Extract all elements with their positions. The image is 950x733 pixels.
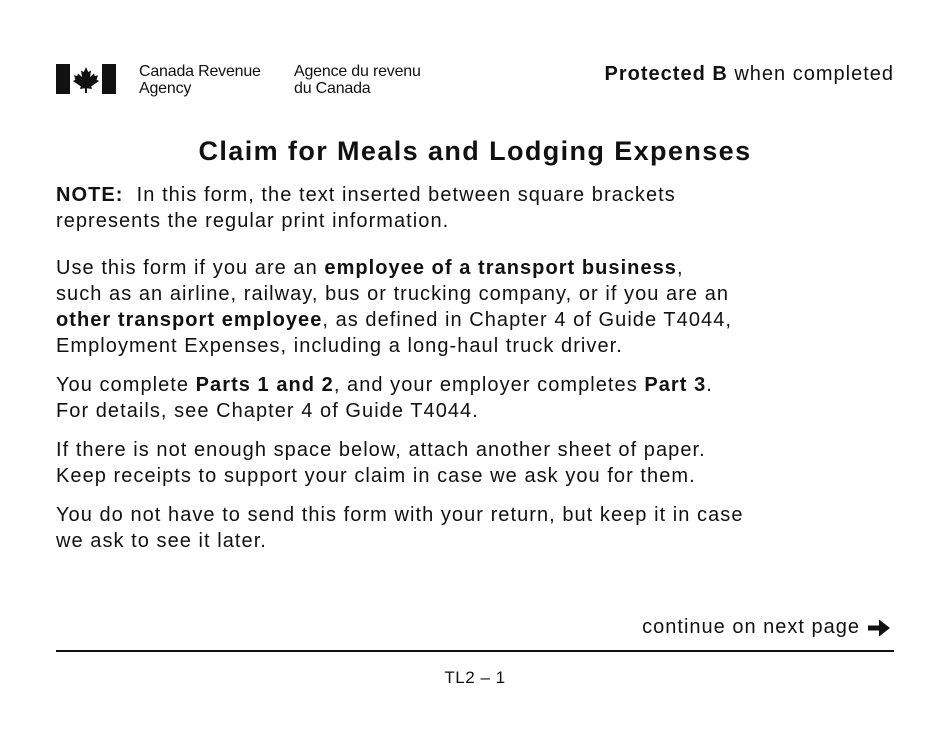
note-paragraph: NOTE: In this form, the text inserted between square brackets represents the regular print information.	[56, 184, 676, 232]
page-number: TL2 – 1	[444, 668, 506, 687]
continue-next-page-link[interactable]	[642, 616, 892, 639]
arrow-right-icon	[866, 617, 892, 639]
canada-flag-logo	[56, 64, 116, 94]
send-paragraph: You do not have to send this form with your return, but keep it in case we ask to see it later.	[56, 504, 744, 552]
parts-paragraph: You complete Parts 1 and 2, and your employer completes Part 3. For details, see Chapter 4 of Guide T4044.	[56, 374, 713, 422]
continue-label: continue on next page	[642, 616, 860, 638]
agency-name-french: Agence du revenu du Canada	[294, 63, 421, 97]
footer-divider	[56, 650, 894, 652]
space-paragraph: If there is not enough space below, attach another sheet of paper. Keep receipts to support your claim in case we ask you for them.	[56, 439, 706, 487]
usage-paragraph: Use this form if you are an employee of a transport business, such as an airline, railway, bus or trucking company, or if you are an other transport employee, as defined in Chapter 4 of Guide T4044, Employment Expenses, including a long-haul truck driver.	[56, 257, 732, 357]
agency-name-english: Canada Revenue Agency	[139, 63, 261, 97]
protected-b-label: Protected B when completed	[604, 63, 894, 85]
form-title: Claim for Meals and Lodging Expenses	[198, 136, 752, 166]
